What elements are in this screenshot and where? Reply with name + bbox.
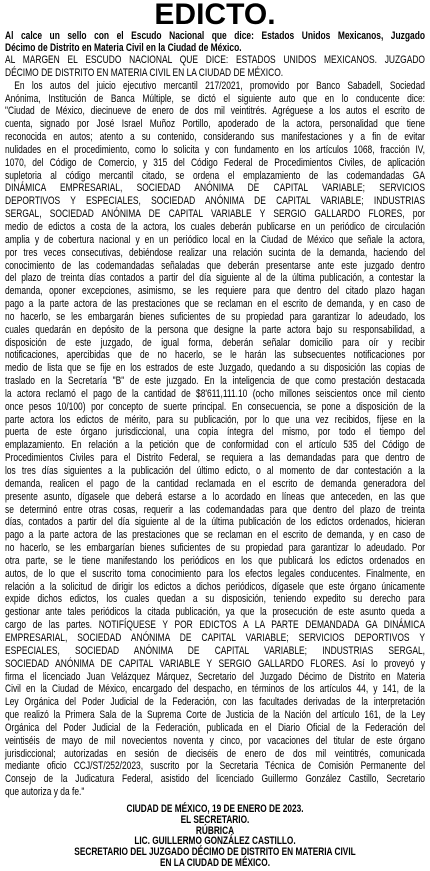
body-line: firma el licenciado Juan Velázquez Márquez, Secretario del Juzgado Décimo de Distrito en Materia [5,670,425,683]
body-line: reconocida en autos; atento a su contenido, considerando sus manifestaciones y a fin de evitar [5,131,425,144]
body-line: mediante oficio CCJ/ST/252/2023, suscrito por la Secretaria Técnica de Comisión Permanente del [5,760,425,773]
body-line: por tres veces consecutivas, debiéndose realizar una relación sucinta de la demanda, haciendo del [5,246,425,259]
signature-rubric: RÚBRICA [195,824,235,837]
body-line: demanda, oponer excepciones, asimismo, se les requiere para que dentro del citado plazo hagan [5,285,425,298]
body-line: relación a la solicitud de dirigir los edictos a dichos periódicos, dígasele que este órgano únicamente [5,580,425,593]
signature-position-line2: EN LA CIUDAD DE MÉXICO. [159,856,271,869]
body-line: pago a la parte actora de las prestaciones que se reclaman en el escrito de demanda, y en caso de [5,298,425,311]
body-line: la actora reclamó el pago de la cantidad de $8'611,111.10 (ocho millones seiscientos once mil ciento [5,387,425,400]
body-line: SOCIEDAD ANÓNIMA DE CAPITAL VARIABLE Y SERGIO GALLARDO FLORES. Así lo proveyó y [5,657,425,670]
body-line: del plazo de treinta días contados a partir del día siguiente al de la última publicación, a contestar la [5,272,425,285]
body-line: "Ciudad de México, diecinueve de enero de dos mil veintitrés. Agréguese a los autos el escrito de [5,105,425,118]
signature-role: EL SECRETARIO. [180,813,250,826]
body-line: conocimiento de las codemandadas señaladas que deberán presentarse ante este juzgado dentro [5,259,425,272]
body-line: amplia y de cobertura nacional y en un periódico local en la Ciudad de México que señale la actora, [5,233,425,246]
body-line: Orgánica del Poder Judicial de la Federación, publicada en el Diario Oficial de la Federación del [5,721,425,734]
body-line: parte actora los edictos de mérito, para su publicación, por lo que una vez recibidos, fíjese en la [5,413,425,426]
body-line: medio de lista que se fije en los estrados de este Juzgado, quedando a su disposición las copias de [5,362,425,375]
signature-name: LIC. GUILLERMO GONZÁLEZ CASTILLO. [134,835,296,848]
body-line: EMPRESARIAL, SOCIEDAD ANÓNIMA DE CAPITAL VARIABLE; SERVICIOS DEPORTIVOS Y [5,631,425,644]
body-line: disposición de este juzgado, de igual forma, deberán señalar domicilio para oír y recibir [5,336,425,349]
notice-title: EDICTO. [154,0,276,31]
body-line: once pesos 10/100) por concepto de suerte principal. En consecuencia, se pone a disposición de la [5,400,425,413]
margin-note [5,54,425,80]
body-line: que autoriza y da fe." [5,786,85,799]
body-line: días, contados a partir del día siguiente al de la última publicación de los edictos ordenados, hicieran [5,516,425,529]
body-line: nulidades en el procedimiento, como lo solicita y con fundamento en los artículos 1068, fracción IV, [5,143,425,156]
body-line: se determinó entre otras cosas, requerir a las codemandadas para que dentro del plazo de treinta [5,503,425,516]
body-line: jurisdiccional; autorizadas en sesión de dieciséis de enero de dos mil veintitrés, comunicada [5,747,425,760]
body-line: DEPORTIVOS Y ESPECIALES, SOCIEDAD ANÓNIMA DE CAPITAL VARIABLE; INDUSTRIAS [5,195,425,208]
body-line: cuenta, signado por José Israel Muñoz Portillo, apoderado de la actora, personalidad que tiene [5,118,425,131]
signature-position: SECRETARIO DEL JUZGADO DÉCIMO DE DISTRITO EN MATERIA CIVIL [74,846,356,859]
body-line: traslado en la Secretaría "B" de este juzgado. En la inteligencia de que como prestación destacada [5,375,425,388]
body-line: supletoria al código mercantil citado, se ordena el emplazamiento de las codemandadas GA [5,169,425,182]
body-line: demanda, realicen el pago de la cantidad reclamada en el escrito de demanda generadora del [5,477,425,490]
notice-body [5,80,425,799]
body-line: Procedimientos Civiles para el Distrito Federal, se requiera a las demandadas para que dentro de [5,452,425,465]
signature-place-date: CIUDAD DE MÉXICO, 19 DE ENERO DE 2023. [126,803,304,815]
body-line: gestionar ante tales periódicos la citada publicación, ya que la prosecución de este asunto queda a [5,606,425,619]
body-line: DINÁMICA EMPRESARIAL, SOCIEDAD ANÓNIMA DE CAPITAL VARIABLE; SERVICIOS [5,182,425,195]
body-line: puerta de este órgano jurisdiccional, una copia íntegra del mismo, por todo el tiempo del [5,426,425,439]
body-line: pago a la parte actora de las prestaciones que se reclaman en el escrito de demanda, y en caso de [5,529,425,542]
body-line: cuales quedarán en depósito de la persona que designe la parte actora bajo su responsabilidad, a [5,323,425,336]
seal-note-line: Décimo de Distrito en Materia Civil en la Ciudad de México. [5,42,242,54]
body-line: cargo de las partes. NOTIFÍQUESE Y POR EDICTOS A LA PARTE DEMANDADA GA DINÁMICA [5,619,425,632]
seal-note-line: Al calce un sello con el Escudo Nacional que dice: Estados Unidos Mexicanos, Juzgado [5,30,425,42]
body-line: SERGAL, SOCIEDAD ANÓNIMA DE CAPITAL VARIABLE Y SERGIO GALLARDO FLORES, por [5,208,425,221]
body-line: notificaciones, apercibidas que de no hacerlo, se le harán las subsecuentes notificaciones por [5,349,425,362]
body-line: emplazamiento. En relación a la petición que de conformidad con el artículo 535 del Código de [5,439,425,452]
body-line: no hacerlo, se les embargarían bienes suficientes de su propiedad para garantizar lo adeudado. Por [5,542,425,555]
margin-note-line: DÉCIMO DE DISTRITO EN MATERIA CIVIL EN LA CIUDAD DE MÉXICO. [5,66,284,79]
body-line: veintiséis de mayo de mil novecientos noventa y cinco, por vacaciones del titular de este órgano [5,734,425,747]
body-line: 1070, del Código de Comercio, y 315 del Código Federal de Procedimientos Civiles, de aplicación [5,156,425,169]
body-line: autos, de lo que el suscrito toma conocimiento para los efectos legales conducentes. Finalmente, en [5,567,425,580]
body-line: Consejo de la Judicatura Federal, asistido del licenciado Guillermo González Castillo, Secretario [5,773,425,786]
body-line: Anónima, Institución de Banca Múltiple, se dictó el siguiente auto que en lo conducente dice: [5,92,425,105]
seal-note [5,30,425,54]
body-line: Ley Orgánica del Poder Judicial de la Federación, con las facultades derivadas de la interpretación [5,696,425,709]
body-line: medio de edictos a costa de la actora, los cuales deberán publicarse en un periódico de circulación [5,220,425,233]
body-line: que realizó la Primera Sala de la Suprema Corte de Justicia de la Nación del artículo 161, de la Ley [5,709,425,722]
body-line: expide dichos edictos, los cuales quedan a su disposición, teniendo expedito su derecho para [5,593,425,606]
body-line: ESPECIALES, SOCIEDAD ANÓNIMA DE CAPITAL VARIABLE; INDUSTRIAS SERGAL, [5,644,425,657]
body-line: los tres días siguientes a la publicación del último edicto, o al momento de dar contestación a la [5,465,425,477]
signature-block [5,804,425,869]
body-line: presente asunto, dígasele que deberá estarse a lo acordado en líneas que anteceden, en las que [5,490,425,503]
body-line: otra parte, se le tiene manifestando los periódicos en los que publicará los edictos ordenados en [5,554,425,567]
body-line: En los autos del juicio ejecutivo mercantil 217/2021, promovido por Banco Sabadell, Sociedad [14,79,425,92]
body-line: no hacerlo, se les embargarán bienes suficientes de su propiedad para garantizar lo adeudado, los [5,310,425,323]
margin-note-line: AL MARGEN EL ESCUDO NACIONAL QUE DICE: ESTADOS UNIDOS MEXICANOS. JUZGADO [5,54,425,66]
body-line: Civil en la Ciudad de México, encargado del despacho, en términos de los artículos 44, y 141, de la [5,683,425,696]
